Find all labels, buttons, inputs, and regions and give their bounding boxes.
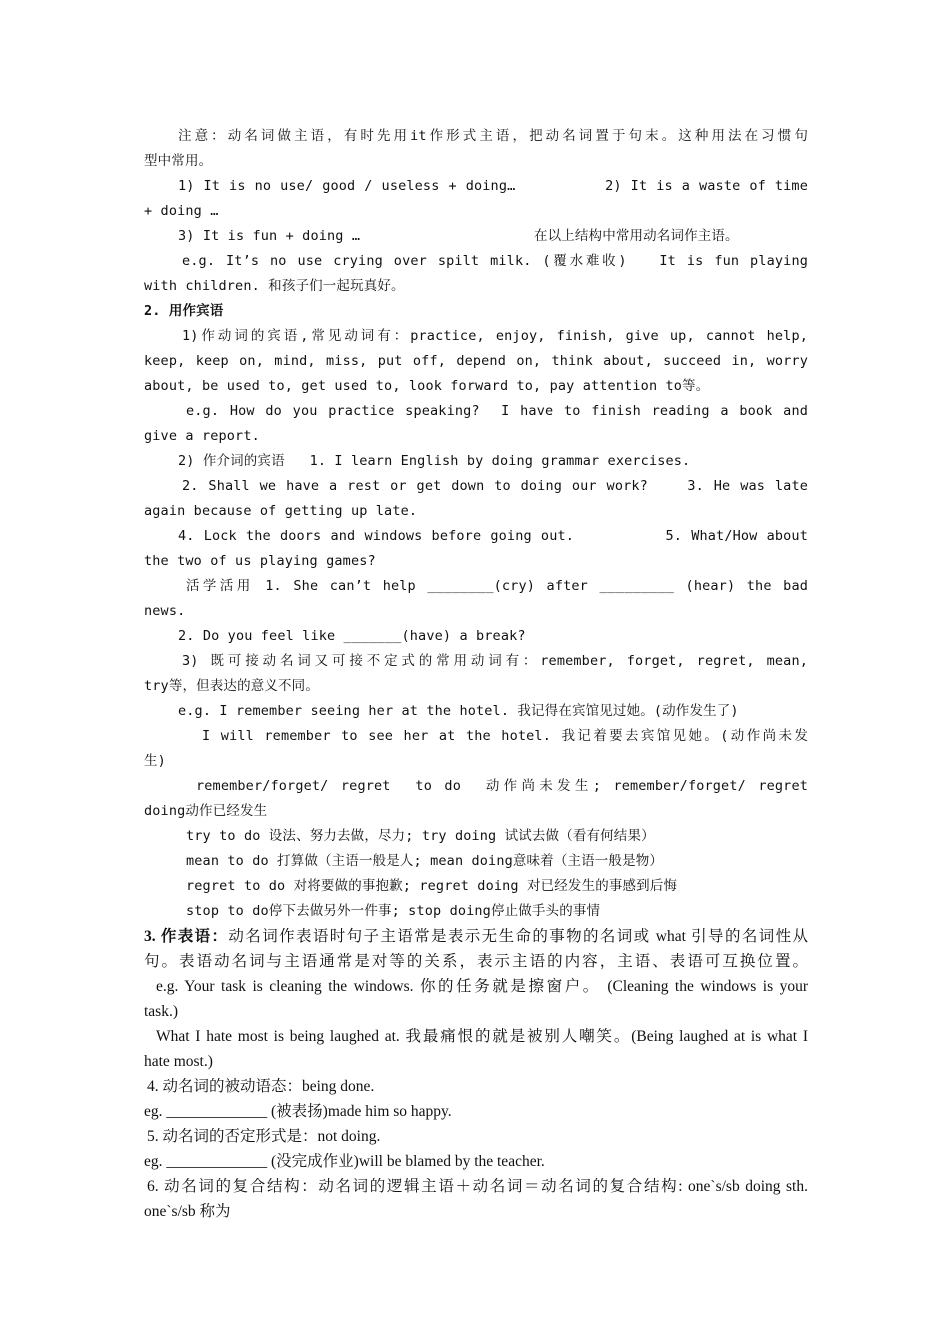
- example-line: with children. 和孩子们一起玩真好。: [144, 278, 405, 294]
- structure-line: 1) It is no use/ good / useless + doing… 2) It is a waste of time: [178, 178, 808, 194]
- compound-structure-line: one`s/sb 称为: [144, 1203, 231, 1220]
- prep-object-line: again because of getting up late.: [144, 503, 418, 519]
- example-line: hate most.): [144, 1053, 213, 1070]
- prep-object-line: 2. Shall we have a rest or get down to doing our work? 3. He was late: [182, 478, 808, 494]
- prep-object-line: the two of us playing games?: [144, 553, 376, 569]
- exercise-line: 2. Do you feel like _______(have) a break?: [178, 628, 526, 644]
- compound-structure-line: 6. 动名词的复合结构：动名词的逻辑主语＋动名词＝动名词的复合结构: one`s/sb doing sth.: [147, 1178, 808, 1195]
- prep-object-line: 2) 作介词的宾语 1. I learn English by doing grammar exercises.: [178, 453, 691, 469]
- predicative-line: [144, 924, 808, 949]
- structure-line: 3) It is fun + doing … 在以上结构中常用动名词作主语。: [178, 228, 739, 244]
- verb-object-line: about, be used to, get used to, look forward to, pay attention to等。: [144, 378, 710, 394]
- example-line: e.g. How do you practice speaking? I have to finish reading a book and: [186, 403, 808, 419]
- example-line: give a report.: [144, 428, 260, 444]
- section-heading-predicative: 3. 作表语：: [144, 928, 229, 945]
- comparison-line: mean to do 打算做（主语一般是人; mean doing意味着（主语一般是物）: [186, 853, 664, 869]
- structure-line: + doing …: [144, 203, 219, 219]
- verb-object-line: keep, keep on, mind, miss, put off, depend on, think about, succeed in, worry: [144, 353, 808, 369]
- comparison-line: stop to do停下去做另外一件事; stop doing停止做手头的事情: [186, 903, 601, 919]
- example-line: What I hate most is being laughed at. 我最痛恨的就是被别人嘲笑。(Being laughed at is what I: [156, 1028, 808, 1045]
- note-paragraph-line: 型中常用。: [144, 153, 213, 169]
- example-line: e.g. Your task is cleaning the windows. 你的任务就是擦窗户。 (Cleaning the windows is your: [156, 978, 808, 995]
- section-heading-object: 2. 用作宾语: [144, 303, 224, 319]
- comparison-line: doing动作已经发生: [144, 803, 268, 819]
- predicative-text: 动名词作表语时句子主语常是表示无生命的事物的名词或 what 引导的名词性从: [228, 928, 808, 945]
- comparison-line: try to do 设法、努力去做，尽力; try doing 试试去做（看有何结果）: [186, 828, 655, 844]
- exercise-line: eg. _____________ (没完成作业)will be blamed by the teacher.: [144, 1153, 545, 1170]
- exercise-line: news.: [144, 603, 186, 619]
- exercise-line: 活学活用 1. She can’t help ________(cry) after _________ (hear) the bad: [186, 578, 808, 594]
- note-paragraph-line: 注意：动名词做主语，有时先用it作形式主语，把动名词置于句末。这种用法在习惯句: [178, 128, 808, 144]
- passive-heading: 4. 动名词的被动语态：being done.: [147, 1078, 375, 1095]
- document-page: [144, 124, 808, 1224]
- comparison-line: regret to do 对将要做的事抱歉; regret doing 对已经发生的事感到后悔: [186, 878, 678, 894]
- negative-heading: 5. 动名词的否定形式是：not doing.: [147, 1128, 381, 1145]
- example-line: 生): [144, 753, 166, 769]
- exercise-line: eg. _____________ (被表扬)made him so happy.: [144, 1103, 452, 1120]
- both-forms-line: try等，但表达的意义不同。: [144, 678, 319, 694]
- predicative-line: 句。表语动名词与主语通常是对等的关系，表示主语的内容，主语、表语可互换位置。: [144, 953, 808, 970]
- verb-object-line: 1)作动词的宾语,常见动词有：practice, enjoy, finish, give up, cannot help,: [182, 328, 808, 344]
- example-line: e.g. It’s no use crying over spilt milk. (覆水难收) It is fun playing: [182, 253, 808, 269]
- prep-object-line: 4. Lock the doors and windows before going out. 5. What/How about: [178, 528, 808, 544]
- example-line: e.g. I remember seeing her at the hotel. 我记得在宾馆见过她。(动作发生了): [178, 703, 739, 719]
- example-line: I will remember to see her at the hotel. 我记着要去宾馆见她。(动作尚未发: [202, 728, 808, 744]
- example-line: task.): [144, 1003, 179, 1020]
- both-forms-line: 3) 既可接动名词又可接不定式的常用动词有：remember, forget, regret, mean,: [182, 653, 808, 669]
- comparison-line: remember/forget/ regret to do 动作尚未发生; remember/forget/ regret: [196, 778, 808, 794]
